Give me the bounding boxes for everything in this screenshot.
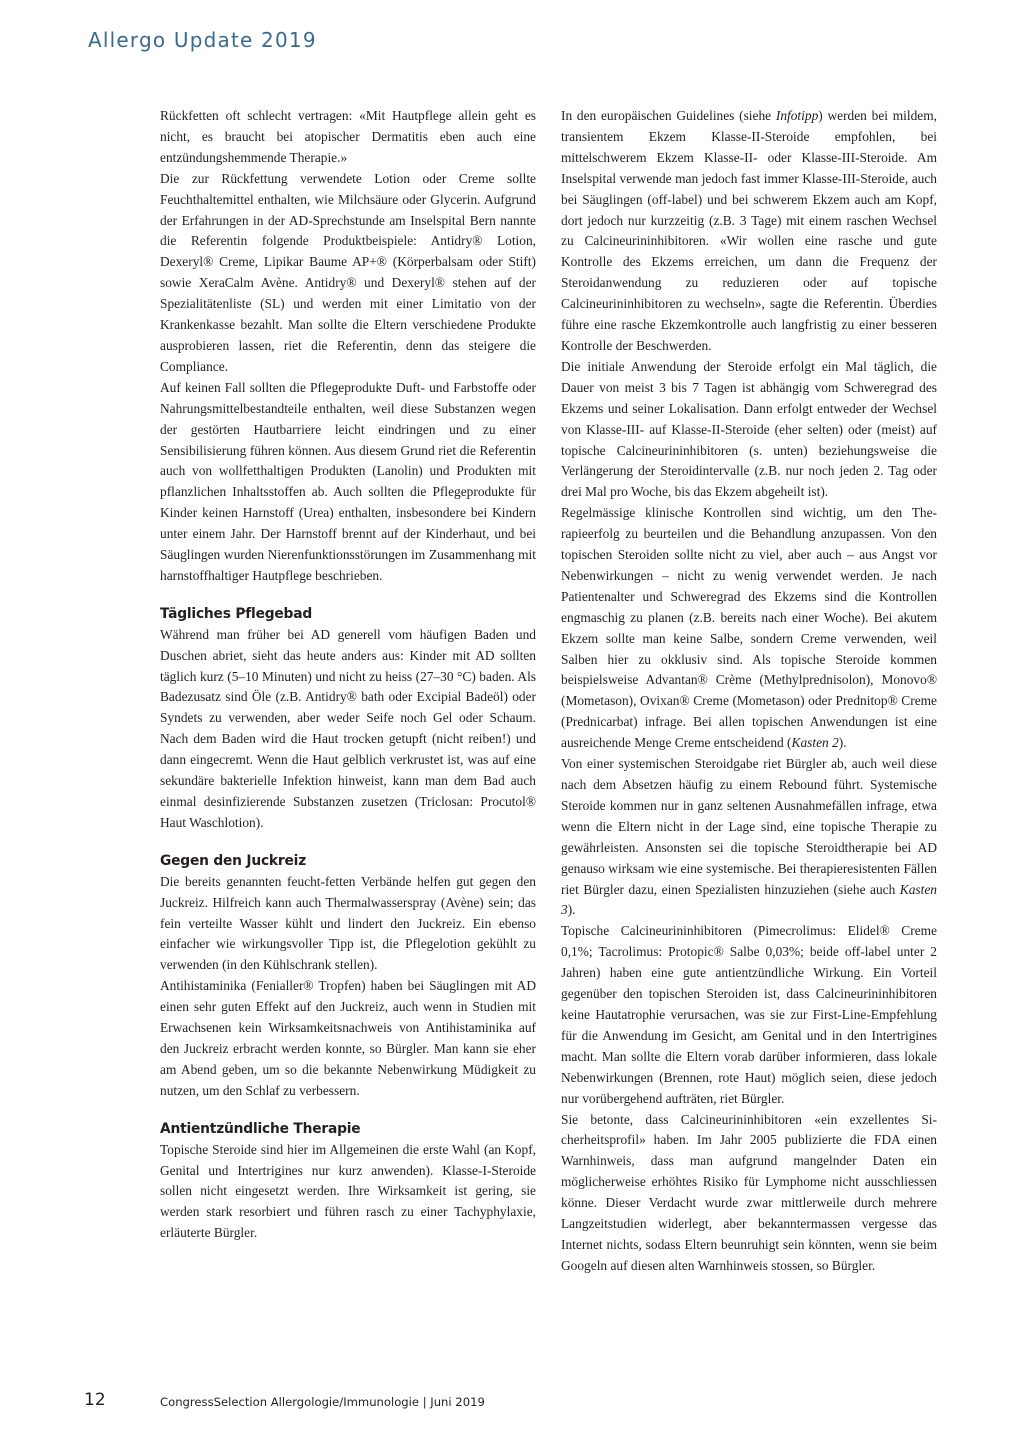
paragraph: Die bereits genannten feucht-fetten Verbände helfen gut gegen den Juckreiz. Hilfreich kann auch Thermalwasserspray (Avène) sein; das fein verteilte Wasser kühlt und lindert den Juckreiz. Ein ebenso einfacher wie wirkungsvoller Tipp ist, die Pflegelotion gekühlt zu verwenden (in den Kühlschrank stellen). xyxy=(160,873,536,973)
section-heading-therapie: Antientzündliche Therapie xyxy=(160,1120,361,1137)
text-run: In den europäischen Guidelines (siehe xyxy=(561,108,776,123)
paragraph: Die zur Rückfettung verwendete Lotion oder Creme sollte Feuchthaltemittel enthalten, wie Milchsäure oder Glycerin. Aufgrund der Erfahrungen in der AD-Sprechstunde am Inselspital Bern nannte die Referentin folgende Produktbeispiele: Antidry® Lotion, Dexeryl® Creme, Lipikar Baume AP+® (Körperbalsam oder Stift) sowie XeraCalm Avène. Antidry® und Dexeryl® stehen auf der Spezialitätenliste (SL) und werden mit einer Limitatio von der Krankenkasse bezahlt. Man sollte die Eltern verschiedene Produkte ausprobieren lassen, riet die Referentin, denn das steigere die Compliance. xyxy=(160,170,536,374)
text-run: Von einer systemischen Steroidgabe riet Bürgler ab, auch weil diese nach dem Absetzen häufig zu einem Rebound führt. Systemische Steroide kommen nur in ganz seltenen Ausnahmefällen infrage, etwa wenn die Eltern nicht in der Lage sind, eine topische Therapie zu gewährleisten. Ansonsten sei die topische Steroidtherapie bei AD genauso wirksam wie eine systemische. Bei therapieresistenten Fällen riet Bürgler dazu, einen Spezialisten hinzuziehen (siehe auch xyxy=(561,756,937,897)
paragraph: Während man früher bei AD generell vom häufigen Baden und Duschen abriet, sieht das heute anders aus: Kinder mit AD sollten täglich kurz (5–10 Minuten) und nicht zu heiss (27–30 °C) baden. Als Badezusatz sind Öle (z.B. Antidry® bath oder Excipial Badeöl) oder Syndets zu verwenden, aber weder Seife noch Gel oder Schaum. Nach dem Baden wird die Haut trocken getupft (nicht reiben!) und dann eingecremt. Wenn die Haut gelblich verkrustet ist, was auf eine sekundäre bakterielle Infektion hinweist, kann man dem Bad auch einmal desinfizierende Substanzen zusetzen (Triclosan: Procutol® Haut Waschlotion). xyxy=(160,626,536,830)
paragraph xyxy=(561,503,937,754)
running-head-title: Allergo Update 2019 xyxy=(88,28,317,52)
infotipp-reference: Infotipp xyxy=(775,108,819,123)
text-run: ). xyxy=(838,735,847,751)
text-run: ). xyxy=(567,902,576,918)
page-number: 12 xyxy=(84,1390,106,1410)
paragraph: Die initiale Anwendung der Steroide erfolgt ein Mal täglich, die Dauer von meist 3 bis 7 Tagen ist abhängig vom Schweregrad des Ekzems und seiner Lokalisation. Dann erfolgt entweder der Wechsel von Klasse-III- auf Klasse-II-Steroide (eher selten) oder (meist) auf topische Calcineurininhibitoren (s. unten) beziehungsweise die Verlängerung der Steroidintervalle (z.B. nur noch jeden 2. Tag oder drei Mal pro Woche, bis das Ekzem abgeheilt ist). xyxy=(561,358,937,500)
left-column xyxy=(160,106,536,1244)
paragraph: Topische Steroide sind hier im Allgemeinen die erste Wahl (an Kopf, Genital und Intertrigines nur kurz anwenden). Klasse-I-Steroide sollen nicht eingesetzt werden. Ihre Wirksamkeit ist gering, sie werden stark resorbiert und führen rasch zu einer Tachyphylaxie, erläuterte Bürgler. xyxy=(160,1141,536,1241)
right-column xyxy=(561,106,937,1277)
paragraph xyxy=(561,106,937,357)
paragraph: Antihistaminika (Fenialler® Tropfen) haben bei Säuglingen mit AD einen sehr guten Effekt auf den Juckreiz, auch wenn in Studien mit Erwachsenen kein Wirksamkeitsnachweis von Antihistaminika auf den Juckreiz erbracht werden konnte, so Bürgler. Man kann sie eher am Abend geben, um so die bekannte Nebenwirkung Müdigkeit zu nutzen, um den Schlaf zu verbessern. xyxy=(160,978,536,1098)
text-run: ) werden bei mildem, transientem Ekzem Klasse-II-Steroide empfohlen, bei mittelschwerem Ekzem Klasse-II- oder Klasse-III-Steroide. Am Inselspital verwende man jedoch fast immer Klasse-III-Steroide, auch bei Säuglingen (off-label) und bei schwerem Ekzem auch am Kopf, dort jedoch nur kurzzeitig (z.B. 3 Tage) mit einem raschen Wechsel zu Calcineurininhibitoren. «Wir wollen eine rasche und gute Kontrolle des Ekzems erreichen, um dann die Frequenz der Steroidanwendung zu reduzieren oder auf topische Calcineurininhibitoren zu wechseln», sagte die Referentin. Überdies führe eine rasche Ekzemkontrolle auch langfristig zu einer besseren Kontrolle der Beschwerden. xyxy=(561,108,937,353)
text-run: Regelmässige klinische Kontrollen sind wichtig, um den Therapieerfolg zu beurteilen und die Behandlung anzupassen. Von den topischen Steroiden sollte nicht zu viel, aber auch – aus Angst vor Nebenwirkungen – nicht zu wenig verwendet werden. Je nach Patientenalter und Schweregrad des Ekzems sind die Kontrollen engmaschig zu planen (z.B. bereits nach einer Woche). Bei akutem Ekzem sollte man keine Salbe, sondern Creme verwenden, weil Salben hier zu okklusiv sind. Als topische Steroide kommen beispielsweise Advantan® Crème (Methylprednisolon), Monovo® (Mometason), Ovixan® Creme (Mometason) oder Prednitop® Creme (Prednicarbat) infrage. Bei allen topischen Anwendungen ist eine ausreichende Menge Creme entscheidend ( xyxy=(561,505,937,751)
paragraph xyxy=(561,754,937,921)
paragraph: Rückfetten oft schlecht vertragen: «Mit Hautpflege allein geht es nicht, es braucht bei atopischer Dermatitis eben auch eine entzündungshemmende Therapie.» xyxy=(160,108,536,165)
footer-source: CongressSelection Allergologie/Immunologie | Juni 2019 xyxy=(160,1395,485,1409)
section-heading-pflegebad: Tägliches Pflegebad xyxy=(160,605,313,622)
paragraph: Auf keinen Fall sollten die Pflegeprodukte Duft- und Farbstoffe oder Nahrungsmittelbestandteile enthalten, weil diese Substanzen wegen der gestörten Hautbarriere leicht eindringen und zu einer Sensibilisierung führen können. Aus diesem Grund riet die Referentin auch von wollfetthaltigen Produkten (Lanolin) und Produkten mit pflanzlichen Inhaltsstoffen ab. Auch sollten die Pflegeprodukte für Kinder keinen Harnstoff (Urea) enthalten, insbesondere bei Kindern unter einem Jahr. Der Harnstoff brennt auf der Kinderhaut, und bei Säuglingen wurden Nierenfunktionsstörungen im Zusammenhang mit harnstoffhaltiger Hautpflege beschrieben. xyxy=(160,379,536,583)
kasten-2-reference: Kasten 2 xyxy=(791,735,839,751)
kasten-3-reference: Kasten 3 xyxy=(561,881,937,918)
section-heading-juckreiz: Gegen den Juckreiz xyxy=(160,852,307,869)
paragraph: Sie betonte, dass Calcineurininhibitoren «ein exzellentes Sicherheitsprofil» haben. Im Jahr 2005 publizierte die FDA einen Warnhinweis, dass man aufgrund mangelnder Daten ein möglicherweise erhöhtes Risiko für Lymphome nicht ausschliessen könne. Dieser Verdacht wurde zwar mittlerweile durch mehrere Langzeitstudien widerlegt, aber bekanntermassen vergesse das Internet nichts, sodass Eltern beunruhigt sein könnten, wenn sie beim Googeln auf diesen alten Warnhinweis stossen, so Bürgler. xyxy=(561,1111,937,1273)
paragraph: Topische Calcineurininhibitoren (Pimecrolimus: Elidel® Creme 0,1%; Tacrolimus: Protopic® Salbe 0,03%; beide off-label unter 2 Jahren) haben eine gute antientzündliche Wirkung. Ein Vorteil gegenüber den topischen Steroiden ist, dass Calcineurininhibitoren keine Hautatrophie verursachen, was sie zur First-Line-Empfehlung für die Anwendung im Gesicht, am Genital und in den Intertrigines macht. Man sollte die Eltern vorab darüber informieren, dass lokale Nebenwirkungen (Brennen, rote Haut) möglich seien, diese jedoch nur vorübergehend aufträten, riet Bürgler. xyxy=(561,923,937,1106)
